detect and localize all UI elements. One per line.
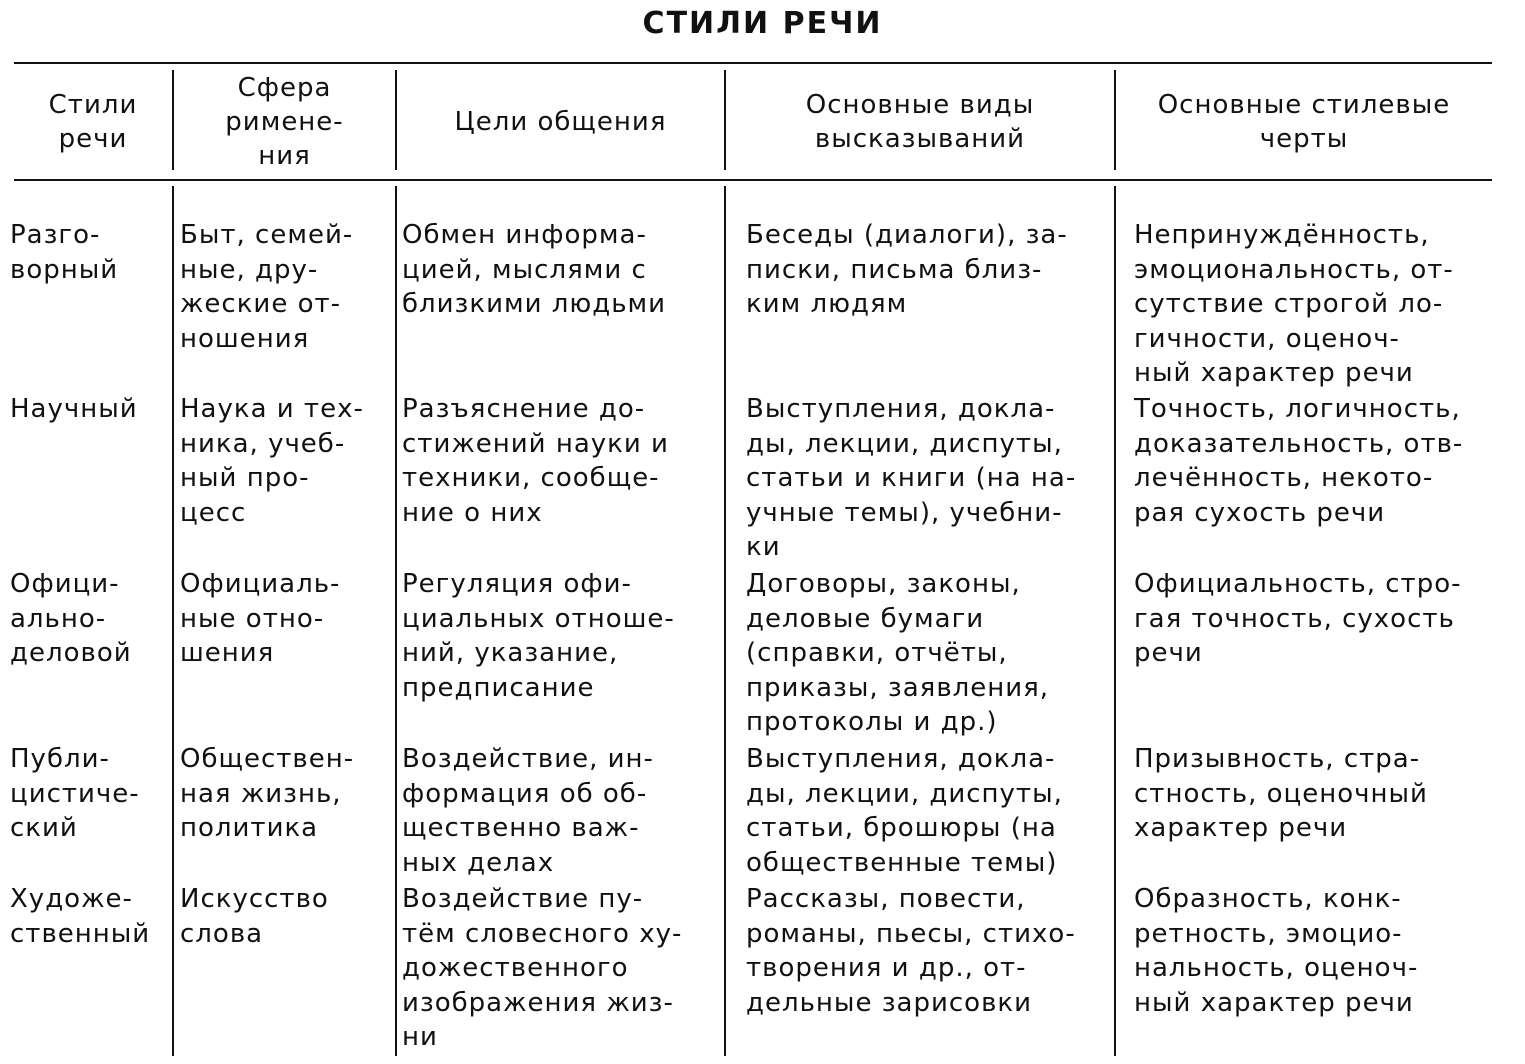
column-divider-3 [724, 186, 726, 1056]
row-sphere-cell: Искусство слова [180, 884, 329, 949]
row-style-cell: Офици- ально- деловой [10, 569, 132, 668]
row-features-cell: Непринуждённость, эмоциональность, от- сутствие строгой ло- гичности, оценоч- ный характер речи [1134, 220, 1454, 388]
row-sphere-cell: Обществен- ная жизнь, политика [180, 744, 355, 843]
header-styles: Стили речи [48, 89, 138, 154]
row-goals-cell: Воздействие, ин- формация об об- щественно важ- ных делах [402, 744, 654, 878]
column-divider-4 [1114, 186, 1116, 1056]
row-goals-cell: Разъяснение до- стижений науки и техники, сообще- ние о них [402, 394, 669, 528]
row-kinds-cell: Выступления, докла- ды, лекции, диспуты, статьи и книги (на на- учные темы), учебни- ки [746, 394, 1077, 562]
column-divider-1 [172, 186, 174, 1056]
row-style-cell: Публи- цистиче- ский [10, 744, 140, 843]
row-goals-cell: Воздействие пу- тём словесного ху- дожественного изображения жиз- ни [402, 884, 683, 1052]
row-goals-cell: Регуляция офи- циальных отноше- ний, указание, предписание [402, 569, 675, 703]
header-kinds: Основные виды высказываний [805, 89, 1035, 154]
row-kinds-cell: Беседы (диалоги), за- писки, письма близ- ким людям [746, 220, 1068, 319]
row-sphere-cell: Официаль- ные отно- шения [180, 569, 341, 668]
row-kinds-cell: Рассказы, повести, романы, пьесы, стихо- творения и др., от- дельные зарисовки [746, 884, 1076, 1018]
header-features: Основные стилевые черты [1157, 89, 1451, 154]
header-bottom-rule [14, 179, 1492, 181]
row-goals-cell: Обмен информа- цией, мыслями с близкими людьми [402, 220, 667, 319]
row-sphere-cell: Наука и тех- ника, учеб- ный про- цесс [180, 394, 364, 528]
row-features-cell: Образность, конк- ретность, эмоцио- нальность, оценоч- ный характер речи [1134, 884, 1419, 1018]
column-divider-2 [395, 186, 397, 1056]
page-title: СТИЛИ РЕЧИ [642, 6, 883, 41]
row-style-cell: Разго- ворный [10, 220, 119, 285]
row-style-cell: Художе- ственный [10, 884, 151, 949]
row-features-cell: Призывность, стра- стность, оценочный характер речи [1134, 744, 1428, 843]
header-goals: Цели общения [454, 106, 667, 137]
header-sphere: Сфера римене- ния [225, 72, 344, 171]
row-style-cell: Научный [10, 394, 138, 424]
row-kinds-cell: Договоры, законы, деловые бумаги (справки, отчёты, приказы, заявления, протоколы и др.) [746, 569, 1050, 737]
row-features-cell: Точность, логичность, доказательность, отв- лечённость, некото- рая сухость речи [1134, 394, 1464, 528]
row-kinds-cell: Выступления, докла- ды, лекции, диспуты, статьи, брошюры (на общественные темы) [746, 744, 1063, 878]
row-features-cell: Официальность, стро- гая точность, сухость речи [1134, 569, 1462, 668]
row-sphere-cell: Быт, семей- ные, дру- жеские от- ношения [180, 220, 354, 354]
